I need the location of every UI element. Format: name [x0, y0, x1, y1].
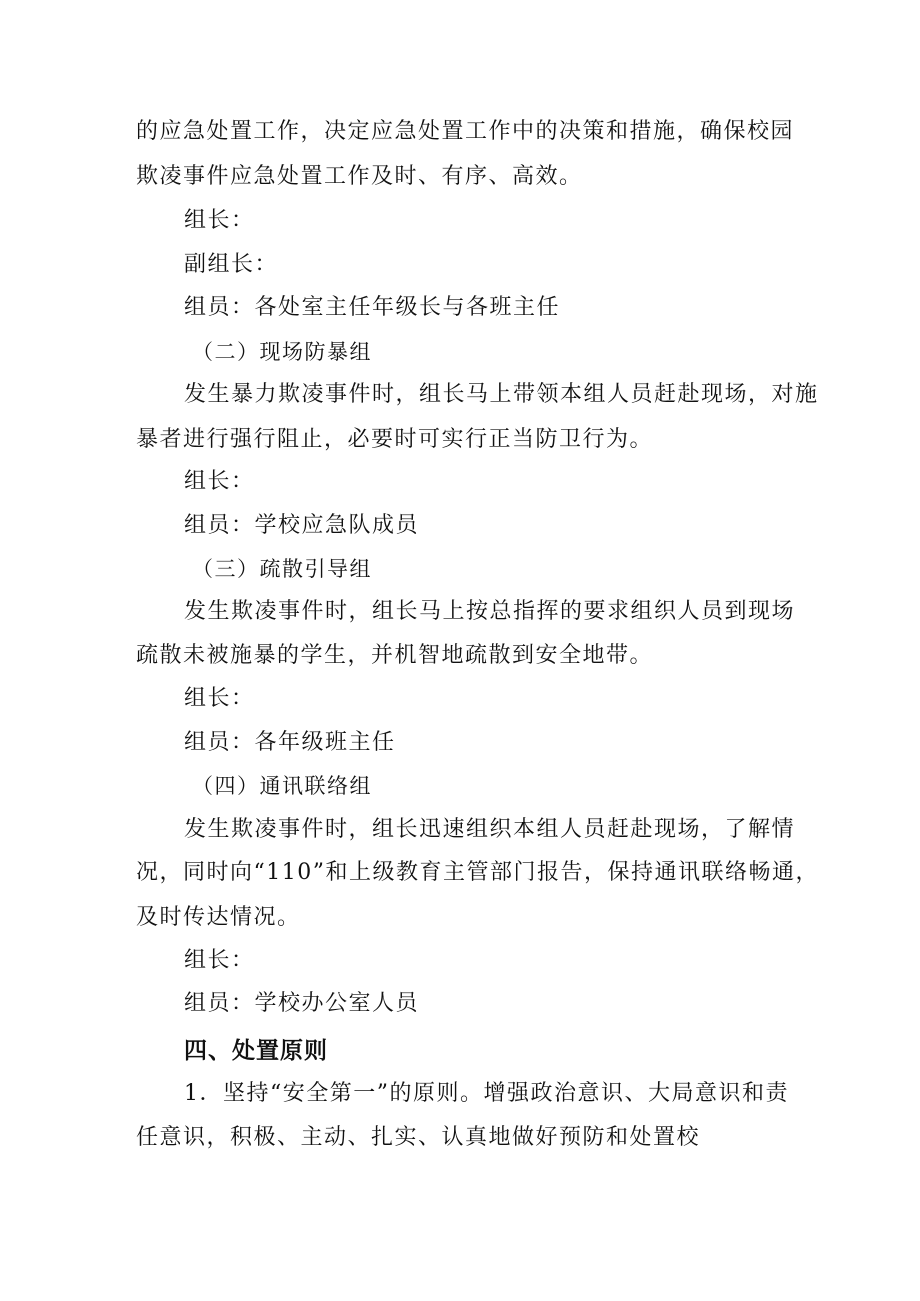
paragraph-line: 况，同时向“110”和上级教育主管部门报告，保持通讯联络畅通， — [136, 860, 819, 885]
paragraph-line: 发生暴力欺凌事件时，组长马上带领本组人员赶赴现场，对施 — [184, 382, 819, 407]
paragraph-line: 发生欺凌事件时，组长迅速组织本组人员赶赴现场，了解情 — [184, 817, 796, 842]
team-leader-line: 组长： — [184, 686, 255, 711]
section-subheading: （三）疏散引导组 — [192, 557, 372, 581]
section-subheading: （二）现场防暴组 — [192, 340, 372, 364]
team-members-line: 组员：学校应急队成员 — [184, 513, 420, 538]
paragraph-line: 暴者进行强行阻止，必要时可实行正当防卫行为。 — [136, 427, 654, 452]
paragraph-line: 发生欺凌事件时，组长马上按总指挥的要求组织人员到现场 — [184, 599, 796, 624]
team-leader-line: 组长： — [184, 208, 255, 233]
team-members-line: 组员：学校办公室人员 — [184, 991, 420, 1016]
paragraph-line: 及时传达情况。 — [136, 905, 301, 930]
paragraph-line: 的应急处置工作，决定应急处置工作中的决策和措施，确保校园 — [136, 119, 795, 144]
team-leader-line: 组长： — [184, 469, 255, 494]
team-leader-line: 组长： — [184, 948, 255, 973]
deputy-leader-line: 副组长： — [184, 252, 279, 277]
team-members-line: 组员：各年级班主任 — [184, 730, 396, 755]
paragraph-line: 任意识，积极、主动、扎实、认真地做好预防和处置校 — [136, 1125, 701, 1150]
paragraph-line: 1．坚持“安全第一”的原则。增强政治意识、大局意识和责 — [184, 1081, 789, 1106]
section-heading: 四、处置原则 — [184, 1038, 328, 1064]
paragraph-line: 疏散未被施暴的学生，并机智地疏散到安全地带。 — [136, 643, 654, 668]
section-subheading: （四）通讯联络组 — [192, 774, 372, 798]
paragraph-line: 欺凌事件应急处置工作及时、有序、高效。 — [136, 164, 583, 189]
team-members-line: 组员：各处室主任年级长与各班主任 — [184, 295, 561, 320]
